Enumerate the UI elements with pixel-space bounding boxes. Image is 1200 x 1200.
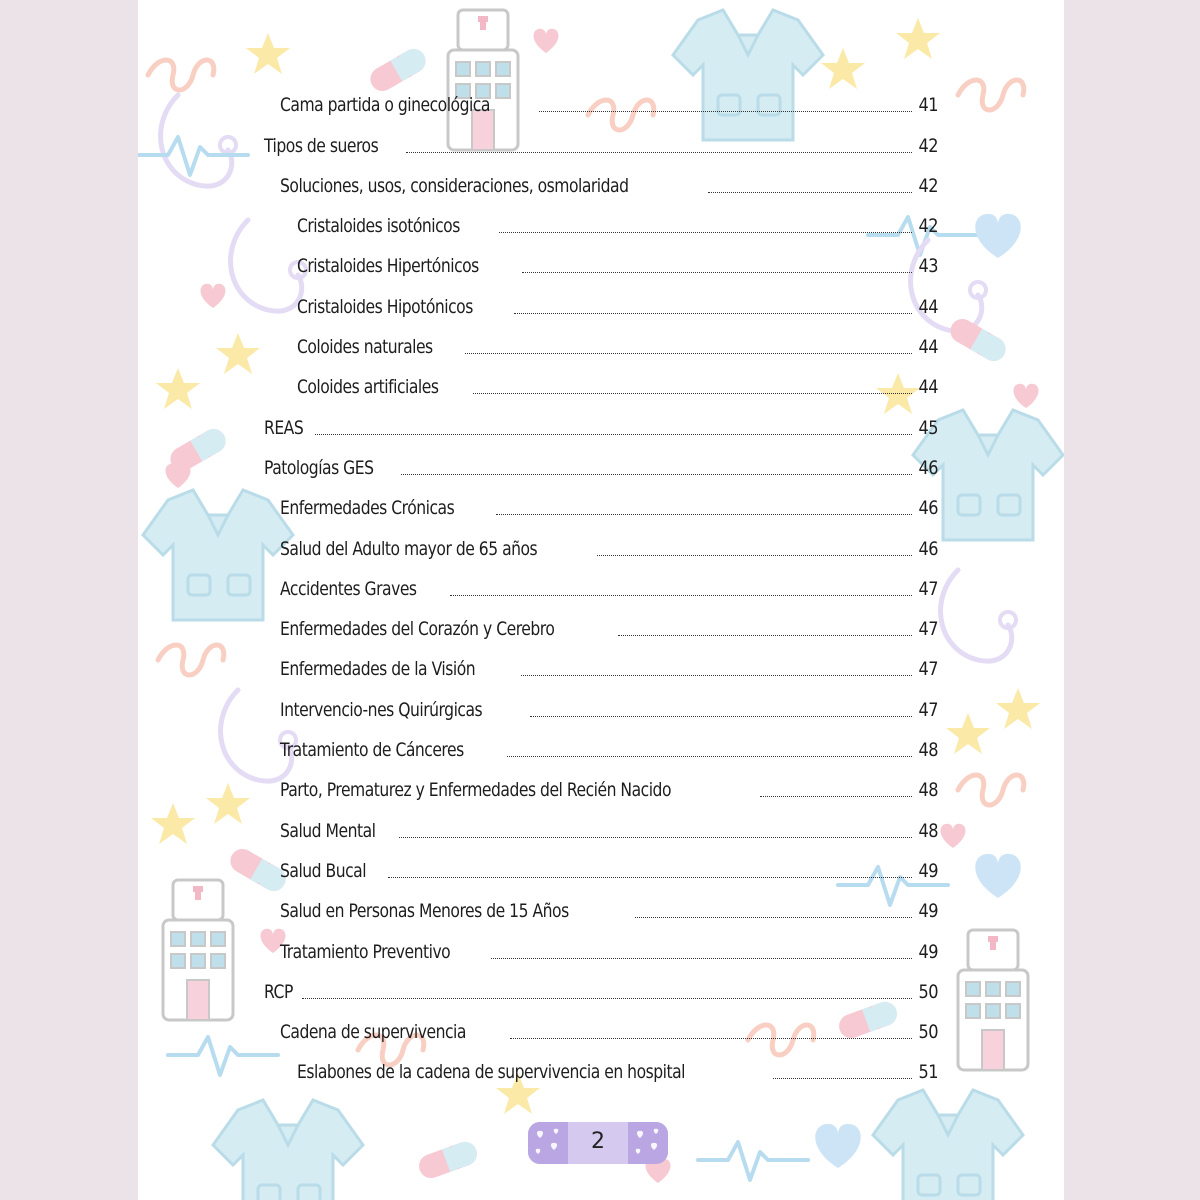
toc-entry-title: Tratamiento Preventivo	[280, 940, 451, 963]
toc-entry-page: 48	[918, 819, 938, 842]
band-left-end	[528, 1122, 568, 1164]
heart-pattern-icon	[528, 1122, 568, 1164]
band-right-end	[628, 1122, 668, 1164]
table-of-contents	[264, 82, 938, 1089]
toc-entry[interactable]	[264, 525, 938, 565]
dot-leader	[399, 837, 912, 838]
dot-leader	[530, 716, 912, 717]
page-number-band	[528, 1122, 668, 1164]
toc-entry[interactable]	[264, 686, 938, 726]
page-number: 2	[568, 1122, 628, 1164]
toc-entry-page: 49	[918, 859, 938, 882]
toc-entry[interactable]	[264, 848, 938, 888]
dot-leader	[315, 434, 912, 435]
toc-entry-page: 50	[918, 1021, 938, 1044]
toc-entry-title: Cristaloides Hipotónicos	[297, 295, 473, 318]
scrubs-icon	[873, 1090, 1023, 1200]
dot-leader	[514, 313, 912, 314]
toc-entry-page: 47	[918, 698, 938, 721]
toc-entry[interactable]	[264, 1009, 938, 1049]
toc-entry-title: Enfermedades del Corazón y Cerebro	[280, 618, 555, 641]
toc-entry-title: Tratamiento de Cánceres	[280, 739, 464, 762]
dot-leader	[465, 353, 912, 354]
toc-entry-title: Eslabones de la cadena de supervivencia en hospital	[297, 1061, 685, 1084]
toc-entry-page: 46	[918, 537, 938, 560]
toc-entry[interactable]	[264, 566, 938, 606]
dot-leader	[521, 675, 912, 676]
dot-leader	[510, 1038, 912, 1039]
toc-entry-page: 42	[918, 174, 938, 197]
toc-entry[interactable]	[264, 807, 938, 847]
heart-icon	[815, 1124, 861, 1168]
toc-entry[interactable]	[264, 324, 938, 364]
toc-entry-page: 49	[918, 940, 938, 963]
heartbeat-line-icon	[698, 1142, 808, 1180]
toc-entry[interactable]	[264, 928, 938, 968]
heart-icon	[941, 824, 966, 848]
dot-leader	[708, 192, 912, 193]
squiggle-icon	[958, 80, 1024, 110]
dot-leader	[499, 232, 912, 233]
squiggle-icon	[148, 60, 214, 90]
heart-pattern-icon	[628, 1122, 668, 1164]
dot-leader	[522, 272, 912, 273]
toc-entry-page: 46	[918, 456, 938, 479]
dot-leader	[597, 555, 912, 556]
dot-leader	[388, 877, 912, 878]
toc-entry[interactable]	[264, 1049, 938, 1089]
toc-entry-title: Enfermedades de la Visión	[280, 658, 476, 681]
toc-entry-page: 45	[918, 416, 938, 439]
dot-leader	[618, 635, 912, 636]
heart-icon	[201, 284, 226, 308]
heart-icon	[1014, 384, 1039, 408]
toc-entry-page: 42	[918, 215, 938, 238]
toc-entry-page: 44	[918, 376, 938, 399]
star-icon	[156, 368, 200, 409]
heartbeat-line-icon	[168, 1037, 278, 1075]
toc-entry[interactable]	[264, 122, 938, 162]
dot-leader	[539, 111, 912, 112]
toc-entry-title: Enfermedades Crónicas	[280, 497, 455, 520]
hospital-icon	[163, 880, 233, 1020]
star-icon	[896, 18, 940, 59]
toc-entry[interactable]	[264, 727, 938, 767]
toc-entry-title: Parto, Prematurez y Enfermedades del Recién Nacido	[280, 779, 671, 802]
dot-leader	[773, 1078, 912, 1079]
toc-entry[interactable]	[264, 606, 938, 646]
scrubs-icon	[213, 1100, 363, 1200]
dot-leader	[496, 514, 913, 515]
toc-entry-title: Salud en Personas Menores de 15 Años	[280, 900, 569, 923]
toc-entry-page: 48	[918, 779, 938, 802]
toc-entry-title: RCP	[264, 980, 293, 1003]
toc-entry[interactable]	[264, 364, 938, 404]
dot-leader	[450, 595, 913, 596]
star-icon	[996, 688, 1040, 729]
toc-entry[interactable]	[264, 82, 938, 122]
toc-entry-title: Salud Mental	[280, 819, 376, 842]
toc-entry-page: 48	[918, 739, 938, 762]
toc-entry[interactable]	[264, 888, 938, 928]
toc-entry-page: 49	[918, 900, 938, 923]
toc-entry-page: 42	[918, 134, 938, 157]
dot-leader	[406, 152, 912, 153]
squiggle-icon	[158, 645, 224, 675]
heart-icon	[534, 29, 559, 53]
toc-entry[interactable]	[264, 404, 938, 444]
dot-leader	[302, 998, 912, 999]
toc-entry-page: 46	[918, 497, 938, 520]
toc-entry-title: Soluciones, usos, consideraciones, osmolaridad	[280, 174, 629, 197]
pill-icon	[416, 1138, 481, 1181]
dot-leader	[635, 917, 912, 918]
dot-leader	[401, 474, 912, 475]
dot-leader	[760, 796, 912, 797]
toc-entry-title: Intervencio-nes Quirúrgicas	[280, 698, 483, 721]
toc-entry-title: Tipos de sueros	[264, 134, 379, 157]
toc-entry-page: 44	[918, 295, 938, 318]
squiggle-icon	[958, 775, 1024, 805]
toc-entry[interactable]	[264, 283, 938, 323]
toc-entry[interactable]	[264, 767, 938, 807]
toc-entry-page: 43	[918, 255, 938, 278]
star-icon	[151, 803, 195, 844]
toc-entry[interactable]	[264, 163, 938, 203]
toc-entry-page: 47	[918, 618, 938, 641]
toc-entry-title: Accidentes Graves	[280, 577, 417, 600]
toc-entry[interactable]	[264, 445, 938, 485]
toc-entry-page: 51	[918, 1061, 938, 1084]
toc-entry-title: Cama partida o ginecológica	[280, 94, 490, 117]
toc-entry-page: 47	[918, 658, 938, 681]
heart-icon	[975, 214, 1021, 258]
toc-entry-title: Cadena de supervivencia	[280, 1021, 466, 1044]
star-icon	[206, 783, 250, 824]
dot-leader	[473, 393, 912, 394]
toc-entry[interactable]	[264, 646, 938, 686]
toc-entry-page: 47	[918, 577, 938, 600]
toc-entry-page: 44	[918, 336, 938, 359]
toc-entry-title: Cristaloides isotónicos	[297, 215, 460, 238]
toc-entry-title: Coloides naturales	[297, 336, 433, 359]
toc-entry[interactable]	[264, 203, 938, 243]
toc-entry-page: 50	[918, 980, 938, 1003]
toc-entry[interactable]	[264, 243, 938, 283]
dot-leader	[507, 756, 912, 757]
toc-entry[interactable]	[264, 969, 938, 1009]
stethoscope-icon	[941, 570, 1016, 661]
toc-entry[interactable]	[264, 485, 938, 525]
hospital-icon	[958, 930, 1028, 1070]
star-icon	[246, 33, 290, 74]
toc-entry-title: Patologías GES	[264, 456, 374, 479]
toc-entry-title: Coloides artificiales	[297, 376, 439, 399]
dot-leader	[491, 958, 912, 959]
star-icon	[216, 333, 260, 374]
toc-entry-title: REAS	[264, 416, 304, 439]
toc-entry-title: Salud del Adulto mayor de 65 años	[280, 537, 538, 560]
heart-icon	[975, 854, 1021, 898]
star-icon	[946, 713, 990, 754]
toc-entry-page: 41	[918, 94, 938, 117]
stethoscope-icon	[161, 95, 236, 186]
toc-entry-title: Cristaloides Hipertónicos	[297, 255, 479, 278]
document-page	[138, 0, 1064, 1200]
toc-entry-title: Salud Bucal	[280, 859, 367, 882]
